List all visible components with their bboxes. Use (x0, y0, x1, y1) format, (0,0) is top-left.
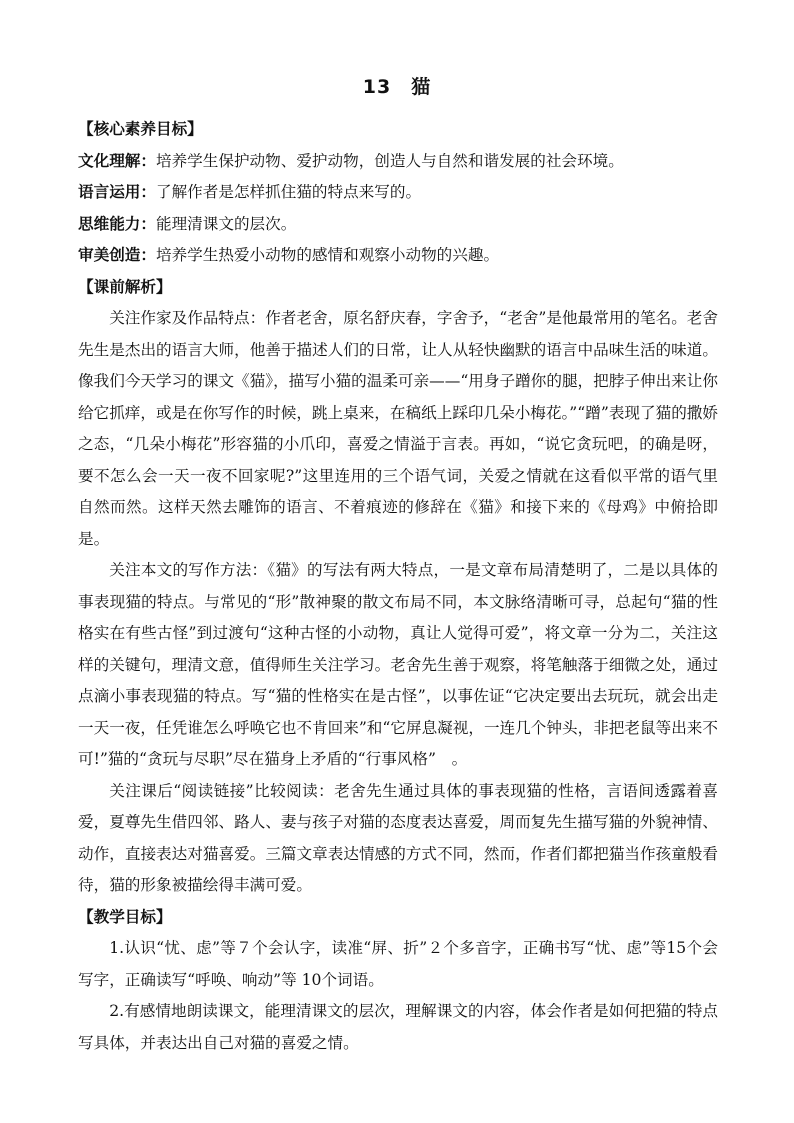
core-goal-text: 培养学生保护动物、爱护动物，创造人与自然和谐发展的社会环境。 (155, 151, 624, 170)
core-goal-text: 了解作者是怎样抓住猫的特点来写的。 (155, 183, 422, 201)
core-goal-label: 语言运用： (78, 183, 156, 201)
document-body (78, 114, 718, 1059)
core-goal-item (78, 177, 718, 209)
core-goal-item (78, 240, 718, 272)
teaching-goal-item: 2.有感情地朗读课文，能理清课文的层次，理解课文的内容，体会作者是如何把猫的特点写具体，并表达出自己对猫的喜爱之情。 (78, 1002, 718, 1052)
teaching-goals-heading: 【教学目标】 (78, 907, 172, 926)
pre-analysis-heading: 【课前解析】 (78, 277, 172, 296)
core-goal-item (78, 209, 718, 241)
core-goals-heading: 【核心素养目标】 (78, 120, 203, 138)
core-goal-label: 文化理解： (78, 151, 156, 170)
core-goal-label: 思维能力： (78, 214, 156, 233)
core-goal-text: 培养学生热爱小动物的感情和观察小动物的兴趣。 (155, 246, 500, 264)
core-goal-text: 能理清课文的层次。 (155, 214, 297, 233)
page-title: 13 猫 (362, 76, 432, 98)
pre-analysis-paragraph: 关注课后“阅读链接”比较阅读：老舍先生通过具体的事表现猫的性格，言语间透露着喜爱，夏尊先生借四邻、路人、妻与孩子对猫的态度表达喜爱，周而复先生描写猫的外貌神情、动作，直接表达对猫喜爱。三篇文章表达情感的方式不同，然而，作者们都把猫当作孩童般看待，猫的形象被描绘得丰满可爱。 (78, 781, 718, 894)
core-goal-item (78, 146, 718, 178)
core-goal-label: 审美创造： (78, 246, 156, 264)
pre-analysis-paragraph: 关注本文的写作方法：《猫》的写法有两大特点，一是文章布局清楚明了，二是以具体的事表现猫的特点。与常见的“形”散神聚的散文布局不同，本文脉络清晰可寻，总起句“猫的性格实在有些古怪”到过渡句“这种古怪的小动物，真让人觉得可爱”，将文章一分为二，关注这样的关键句，理清文意，值得师生关注学习。老舍先生善于观察，将笔触落于细微之处，通过点滴小事表现猫的特点。写“猫的性格实在是古怪”，以事佐证“它决定要出去玩玩，就会出走一天一夜，任凭谁怎么呼唤它也不肯回来”和“它屏息凝视，一连几个钟头，非把老鼠等出来不可!”猫的“贪玩与尽职”尽在猫身上矛盾的“行事风格” 。 (78, 561, 718, 768)
teaching-goal-item: 1.认识“忧、虑”等７个会认字，读准“屏、折”２个多音字，正确书写“忧、虑”等15个会写字，正确读写“呼唤、响动”等 10个词语。 (78, 939, 718, 989)
pre-analysis-paragraph: 关注作家及作品特点：作者老舍，原名舒庆春，字舍予，“老舍”是他最常用的笔名。老舍先生是杰出的语言大师，他善于描述人们的日常，让人从轻快幽默的语言中品味生活的味道。像我们今天学习的课文《猫》，描写小猫的温柔可亲——“用身子蹭你的腿，把脖子伸出来让你给它抓痒，或是在你写作的时候，跳上桌来，在稿纸上踩印几朵小梅花。”“蹭”表现了猫的撒娇之态，“几朵小梅花”形容猫的小爪印，喜爱之情溢于言表。再如，“说它贪玩吧，的确是呀，要不怎么会一天一夜不回家呢?”这里连用的三个语气词，关爱之情就在这看似平常的语气里自然而然。这样天然去雕饰的语言、不着痕迹的修辞在《猫》和接下来的《母鸡》中俯拾即是。 (78, 309, 718, 548)
